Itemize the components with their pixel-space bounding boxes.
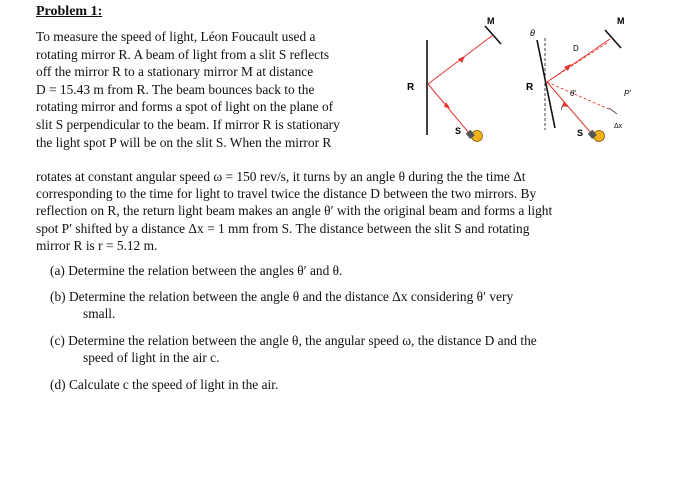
paragraph-line: spot P′ shifted by a distance Δx = 1 mm from S. The distance between the slit S and rotating [36, 220, 530, 236]
right-figure [526, 16, 631, 142]
question-d [50, 376, 650, 393]
label-delta-x: Δx [614, 123, 623, 130]
question-label: (c) [50, 333, 65, 348]
label-r-right: R [526, 82, 534, 93]
label-s-left: S [455, 126, 462, 136]
question-text: Determine the relation between the angle θ, the angular speed ω, the distance D and the [68, 333, 537, 348]
question-label: (d) [50, 377, 66, 392]
paragraph-line: rotates at constant angular speed ω = 150 rev/s, it turns by an angle θ during the the time Δt [36, 169, 526, 184]
question-text: Determine the relation between the angle θ and the distance Δx considering θ′ very [68, 289, 514, 304]
label-p-prime: P' [624, 89, 631, 98]
question-label: (b) [50, 289, 66, 304]
intro-line: the light spot P will be on the slit S. When the mirror R [36, 134, 332, 150]
left-figure [407, 16, 501, 142]
foucault-diagram [395, 10, 675, 145]
beam-arrow-icon [458, 56, 465, 63]
question-b [50, 288, 650, 322]
question-label: (a) [50, 263, 65, 278]
incident-beam-left [428, 84, 469, 133]
label-theta: θ [530, 28, 535, 38]
intro-line: off the mirror R to a stationary mirror M at distance [36, 64, 314, 80]
beam-arrow-icon [444, 102, 450, 108]
question-text-cont: speed of light in the air c. [83, 350, 220, 365]
paragraph-line: mirror R is r = 5.12 m. [36, 237, 158, 253]
paragraph-line: reflection on R, the return light beam makes an angle θ′ with the original beam and forms a light [36, 203, 553, 219]
label-s-right: S [577, 128, 584, 138]
label-theta-prime: θ' [570, 89, 576, 98]
question-c [50, 332, 650, 366]
continuation-paragraph [36, 168, 676, 254]
delta-x-marker [609, 108, 617, 114]
incident-beam-right [547, 82, 591, 133]
paragraph-line: corresponding to the time for light to travel twice the distance D between the two mirrors. By [36, 186, 537, 202]
label-distance-d: D [573, 44, 579, 53]
label-r-left: R [407, 82, 415, 93]
label-r-distance: r [561, 105, 564, 112]
label-m-right: M [617, 16, 625, 26]
intro-line: slit S perpendicular to the beam. If mirror R is stationary [36, 116, 340, 132]
question-text-cont: small. [83, 306, 116, 321]
intro-line: D = 15.43 m from R. The beam bounces back to the [36, 81, 315, 97]
question-text: Determine the relation between the angles θ′ and θ. [68, 263, 343, 278]
stationary-mirror-m-right [605, 30, 621, 48]
problem-title: Problem 1: [36, 4, 103, 19]
question-a [50, 262, 650, 279]
intro-line: rotating mirror and forms a spot of light on the plane of [36, 99, 334, 115]
intro-line: rotating mirror R. A beam of light from a slit S reflects [36, 46, 330, 62]
shifted-beam-right [547, 82, 611, 110]
intro-line: To measure the speed of light, Léon Foucault used a [36, 29, 316, 44]
label-m-left: M [487, 16, 495, 26]
intro-paragraph [36, 28, 396, 151]
question-text: Calculate c the speed of light in the air. [68, 377, 279, 392]
